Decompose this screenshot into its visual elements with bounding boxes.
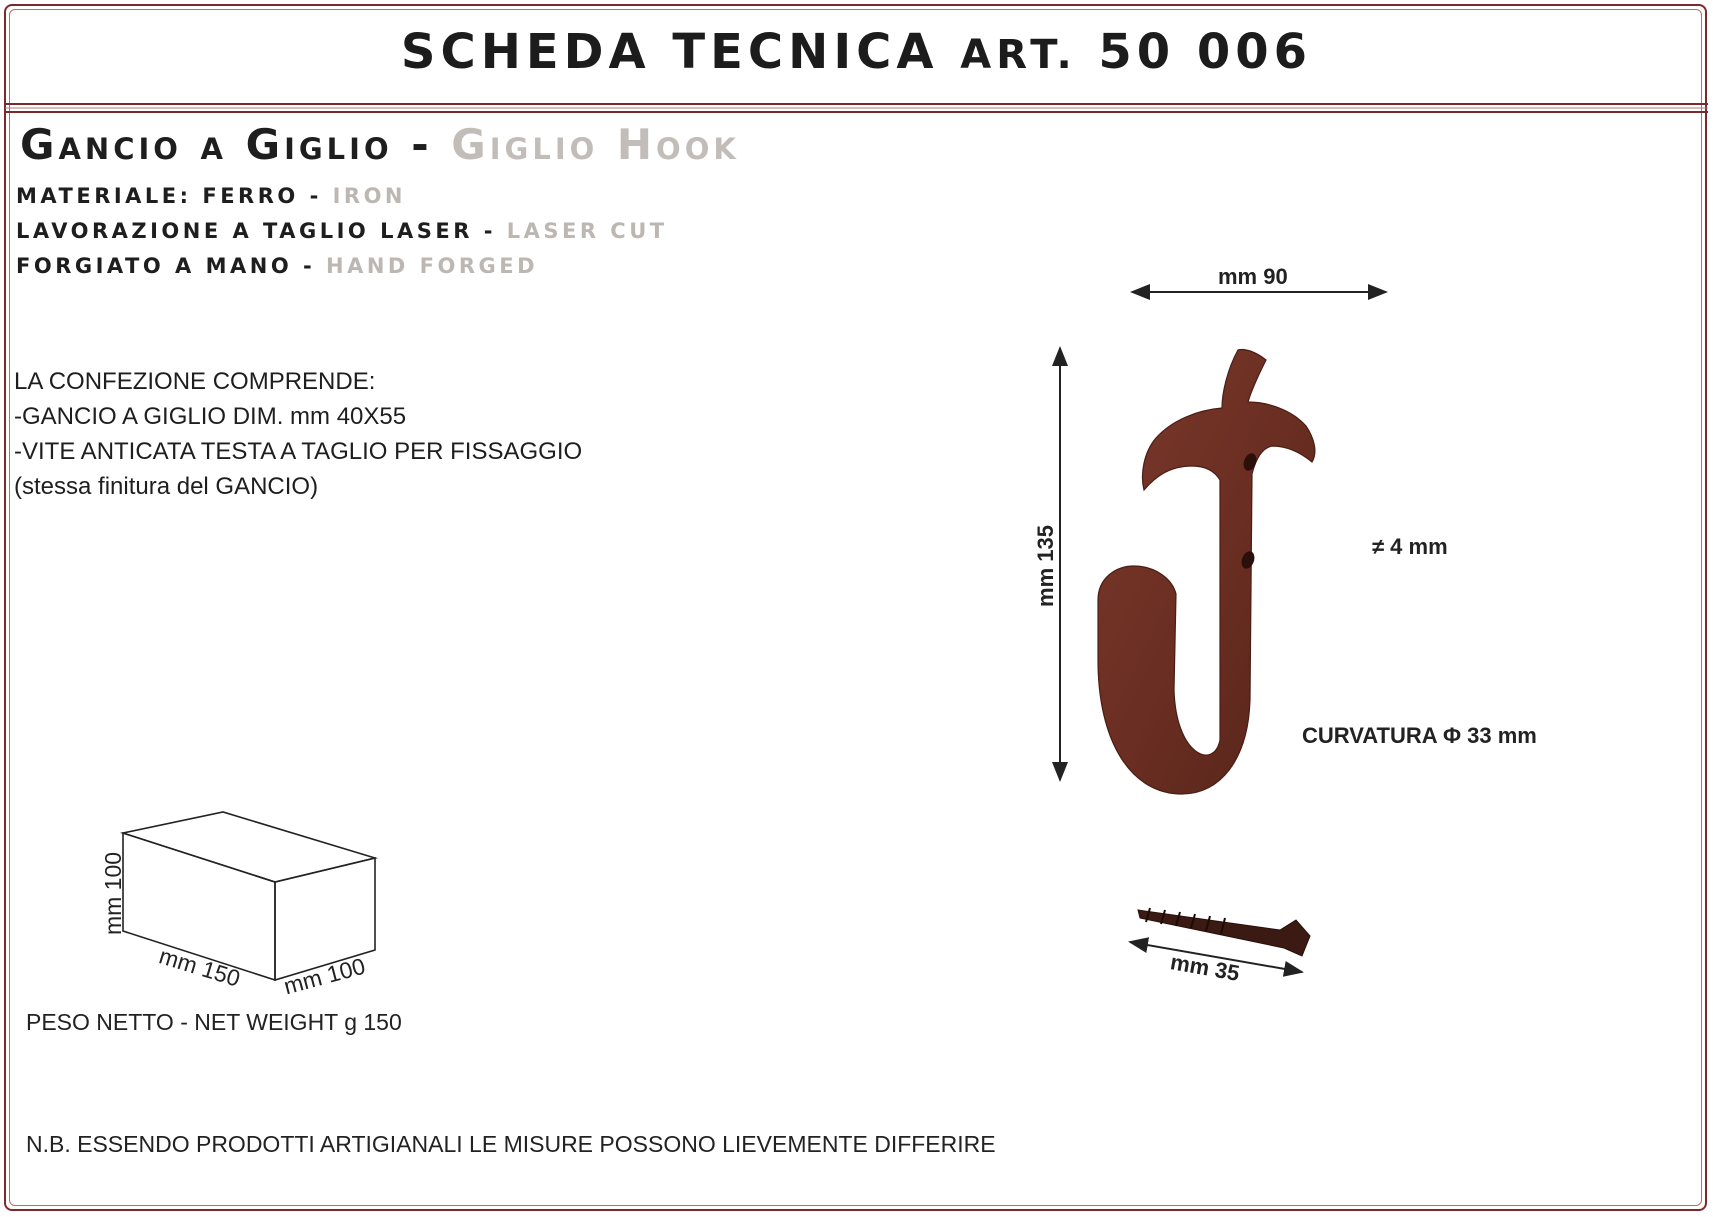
spec-separator: - <box>302 254 316 278</box>
product-name-it: Gancio a Giglio <box>20 120 393 169</box>
box-depth-label: mm 100 <box>280 952 368 1000</box>
thickness-label: ≠ 4 mm <box>1372 534 1448 559</box>
spec-material-it: MATERIALE: FERRO <box>16 184 299 208</box>
hook-height-label: mm 135 <box>1032 525 1058 607</box>
hook-width-label: mm 90 <box>1218 264 1288 289</box>
spec-processing-it: LAVORAZIONE A TAGLIO LASER <box>16 219 473 243</box>
box-height-label: mm 100 <box>100 851 127 936</box>
title-code: 50 006 <box>1098 24 1313 80</box>
product-separator: - <box>411 120 433 169</box>
spec-separator: - <box>483 219 496 243</box>
title-art: ART. <box>960 32 1077 78</box>
net-weight: PESO NETTO - NET WEIGHT g 150 <box>26 1009 402 1035</box>
screw-length-label: mm 35 <box>1168 949 1242 986</box>
package-line: -GANCIO A GIGLIO DIM. mm 40X55 <box>14 403 407 430</box>
package-line: (stessa finitura del GANCIO) <box>14 473 319 500</box>
spec-separator: - <box>309 184 322 208</box>
box-length-label: mm 150 <box>156 942 244 992</box>
curvature-label: CURVATURA Φ 33 mm <box>1302 723 1537 748</box>
spec-forging-en: HAND FORGED <box>326 254 539 278</box>
package-line: -VITE ANTICATA TESTA A TAGLIO PER FISSAGGIO <box>14 438 583 465</box>
spec-material-en: IRON <box>332 184 407 208</box>
hook-image <box>1098 349 1315 794</box>
footer-note: N.B. ESSENDO PRODOTTI ARTIGIANALI LE MISURE POSSONO LIEVEMENTE DIFFERIRE <box>26 1131 996 1157</box>
spec-processing-en: LASER CUT <box>506 219 668 243</box>
product-name-en: Giglio Hook <box>451 120 740 169</box>
spec-forging-it: FORGIATO A MANO <box>16 254 293 278</box>
title-main: SCHEDA TECNICA <box>400 24 939 80</box>
package-line: LA CONFEZIONE COMPRENDE: <box>14 368 376 395</box>
